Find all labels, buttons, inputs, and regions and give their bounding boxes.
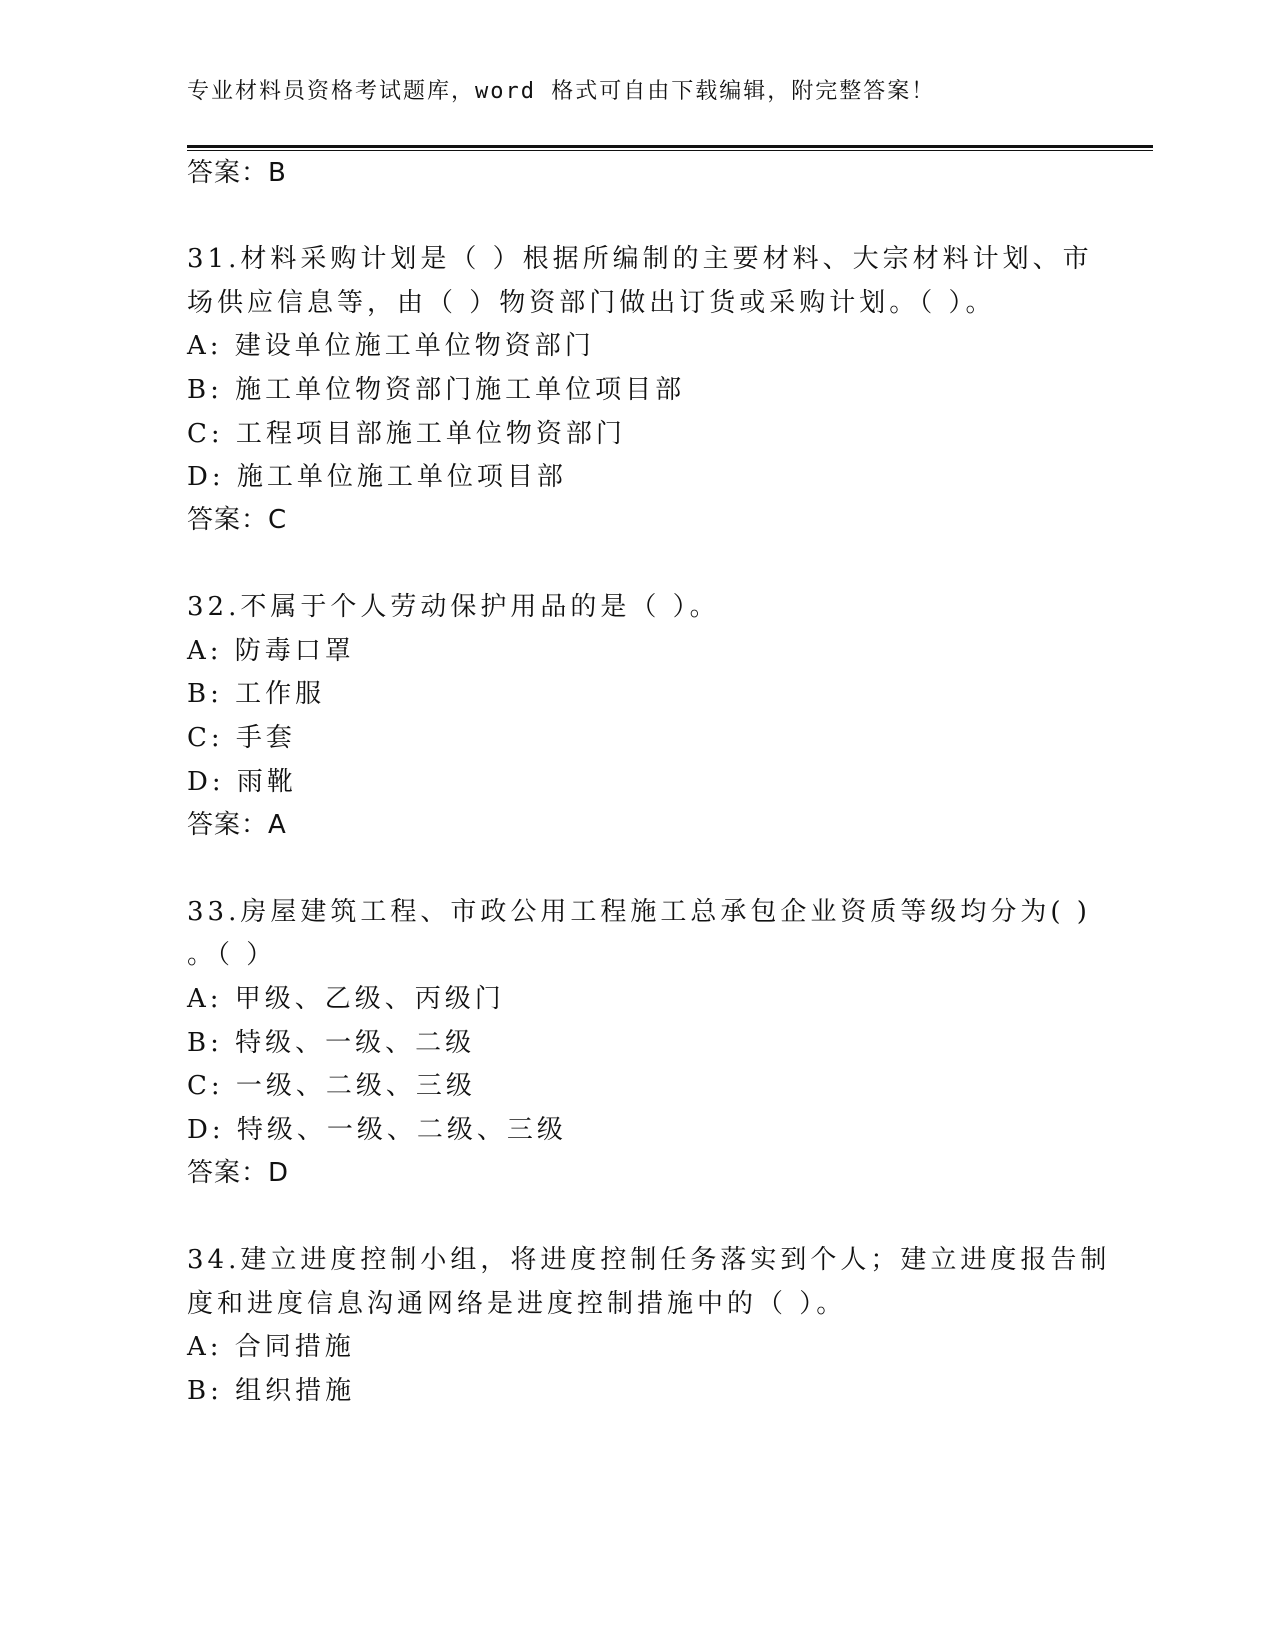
option-line: D: 施工单位施工单位项目部 [187, 462, 567, 492]
option-line: B: 施工单位物资部门施工单位项目部 [187, 375, 686, 405]
option-line: A: 合同措施 [187, 1332, 355, 1362]
question-stem-line: 。（ ） [187, 940, 277, 970]
answer-line: 答案：D [187, 1158, 290, 1188]
option-line: D: 雨靴 [187, 767, 297, 797]
header-divider-thick [187, 145, 1153, 148]
question-stem-line: 度和进度信息沟通网络是进度控制措施中的（ ）。 [187, 1289, 847, 1319]
answer-line: 答案：C [187, 505, 288, 535]
option-line: A: 建设单位施工单位物资部门 [187, 331, 595, 361]
option-line: C: 一级、二级、三级 [187, 1071, 476, 1101]
page-header: 专业材料员资格考试题库，word 格式可自由下载编辑，附完整答案！ [187, 79, 936, 104]
question-stem-line: 34.建立进度控制小组，将进度控制任务落实到个人；建立进度报告制 [187, 1245, 1111, 1275]
question-stem-line: 33.房屋建筑工程、市政公用工程施工总承包企业资质等级均分为( ) [187, 897, 1091, 927]
option-line: B: 特级、一级、二级 [187, 1028, 476, 1058]
question-stem-line: 32.不属于个人劳动保护用品的是（ ）。 [187, 592, 720, 622]
answer-line: 答案：B [187, 158, 287, 188]
answer-line: 答案：A [187, 810, 287, 840]
header-divider-thin [187, 150, 1153, 151]
option-line: C: 手套 [187, 723, 296, 753]
option-line: B: 组织措施 [187, 1376, 356, 1406]
option-line: A: 防毒口罩 [187, 636, 355, 666]
option-line: A: 甲级、乙级、丙级门 [187, 984, 505, 1014]
option-line: B: 工作服 [187, 679, 326, 709]
question-stem-line: 31.材料采购计划是（ ）根据所编制的主要材料、大宗材料计划、市 [187, 244, 1093, 274]
option-line: C: 工程项目部施工单位物资部门 [187, 419, 626, 449]
option-line: D: 特级、一级、二级、三级 [187, 1115, 567, 1145]
question-stem-line: 场供应信息等，由（ ）物资部门做出订货或采购计划。（ ）。 [187, 288, 996, 318]
